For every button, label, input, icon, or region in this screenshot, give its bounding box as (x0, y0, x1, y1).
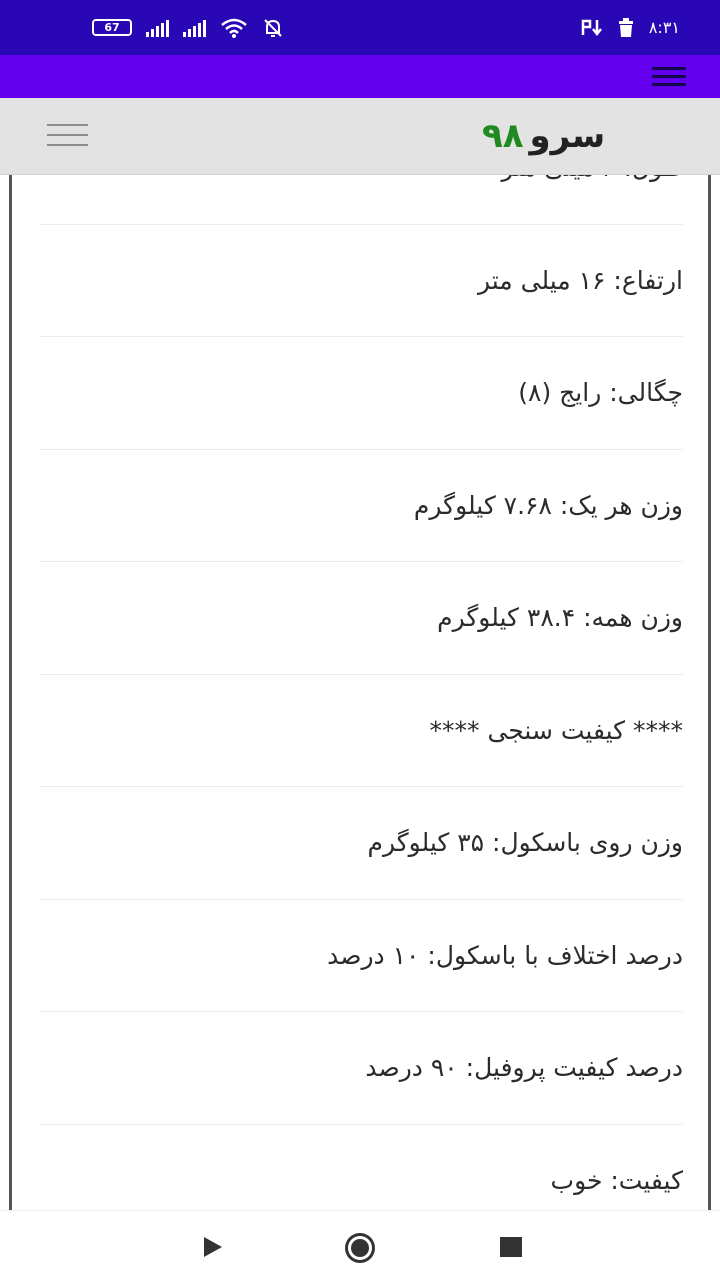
clock: ۸:۳۱ (648, 18, 680, 37)
spec-text: وزن هر یک: ۷.۶۸ کیلوگرم (413, 490, 683, 520)
hamburger-menu-icon[interactable] (47, 124, 88, 146)
back-icon[interactable] (200, 1233, 230, 1263)
home-icon[interactable] (345, 1233, 375, 1263)
spec-text: چگالی: رایج (۸) (518, 378, 683, 408)
download-icon (581, 18, 603, 38)
spec-row (40, 336, 683, 449)
site-header (0, 98, 720, 175)
spec-list (40, 160, 683, 1210)
spec-text: وزن روی باسکول: ۳۵ کیلوگرم (367, 828, 683, 858)
hamburger-menu-icon[interactable] (652, 67, 686, 87)
navigation-bar (0, 1210, 720, 1280)
battery-icon: 67 (92, 19, 132, 36)
trash-icon (617, 18, 635, 38)
spec-text: کیفیت: خوب (550, 1165, 683, 1195)
spec-text: **** کیفیت سنجی **** (429, 715, 683, 745)
spec-row (40, 899, 683, 1012)
wifi-icon (220, 18, 248, 38)
spec-text: وزن همه: ۳۸.۴ کیلوگرم (437, 603, 683, 633)
spec-text: ارتفاع: ۱۶ میلی متر (477, 265, 683, 295)
spec-row (40, 224, 683, 337)
spec-row (40, 449, 683, 562)
notifications-off-icon (262, 17, 284, 39)
spec-row (40, 1124, 683, 1211)
site-logo[interactable] (482, 112, 605, 160)
spec-row (40, 786, 683, 899)
app-bar (0, 55, 720, 98)
status-bar (0, 0, 720, 55)
spec-text: درصد اختلاف با باسکول: ۱۰ درصد (327, 940, 683, 970)
signal-icon (183, 19, 206, 37)
spec-row (40, 674, 683, 787)
spec-row (40, 561, 683, 674)
signal-icon (146, 19, 169, 37)
spec-row (40, 1011, 683, 1124)
logo-number: ۹۸ (482, 116, 524, 156)
status-right-group (581, 18, 680, 38)
logo-word: سرو (529, 116, 606, 156)
spec-text: درصد کیفیت پروفیل: ۹۰ درصد (365, 1053, 683, 1083)
status-left-group (92, 17, 284, 39)
recents-icon[interactable] (497, 1233, 527, 1263)
content-frame (9, 160, 711, 1210)
